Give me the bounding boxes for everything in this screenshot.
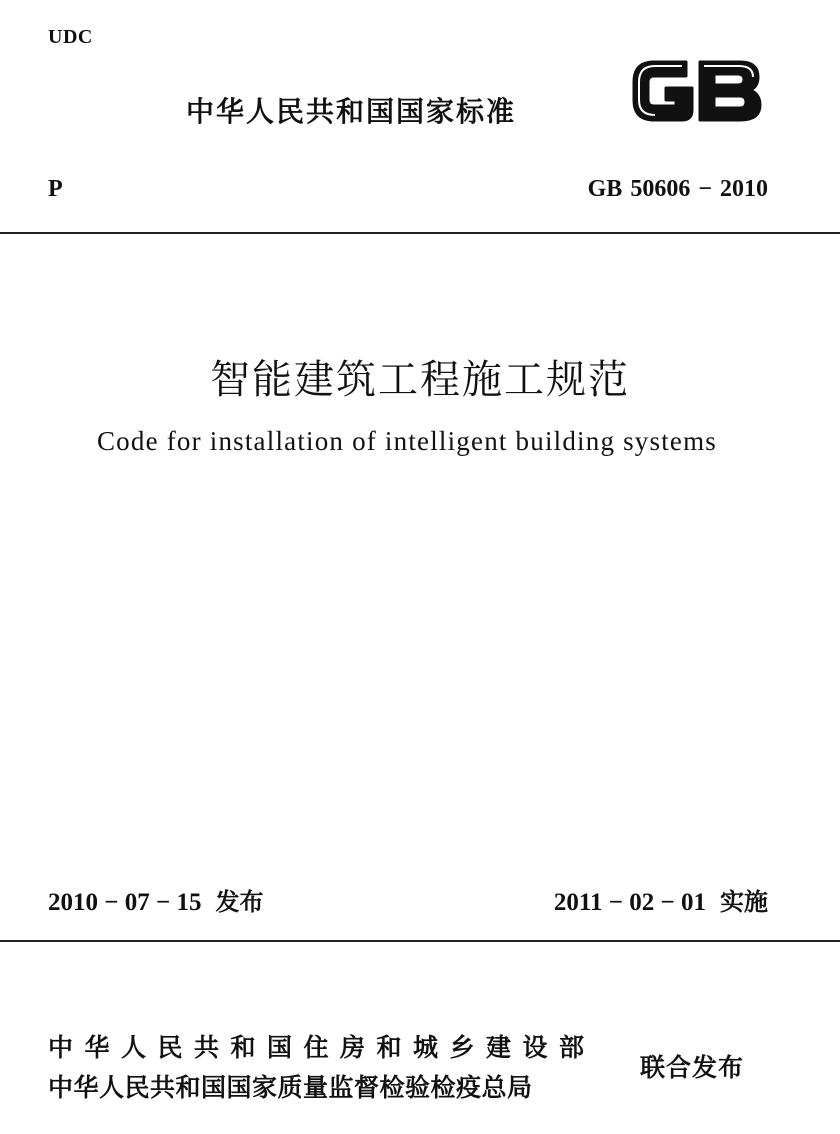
national-standard-heading: 中华人民共和国国家标准 [186, 95, 517, 128]
issue-date [48, 882, 264, 917]
implementation-label: 实施 [720, 888, 768, 916]
implementation-date-value: 2011 − 02 − 01 [553, 889, 706, 916]
top-divider [0, 232, 840, 234]
publisher-aqsiq: 中华人民共和国国家质量监督检验检疫总局 [48, 1073, 533, 1102]
bottom-divider [0, 940, 840, 942]
title-english: Code for installation of intelligent building systems [96, 426, 718, 456]
implementation-date [554, 882, 768, 917]
gb-logo [624, 48, 770, 132]
gb-logo-graphic [624, 48, 770, 132]
category-code: P [48, 176, 63, 202]
issue-label: 发布 [215, 888, 264, 916]
udc-label: UDC [48, 26, 93, 48]
joint-release-label: 联合发布 [640, 1053, 745, 1082]
title-chinese: 智能建筑工程施工规范 [210, 357, 630, 402]
issue-date-value: 2010 − 07 − 15 [48, 889, 202, 916]
publisher-ministry-housing: 中华人民共和国住房和城乡建设部 [48, 1033, 596, 1062]
standard-number: GB 50606 − 2010 [587, 176, 768, 202]
